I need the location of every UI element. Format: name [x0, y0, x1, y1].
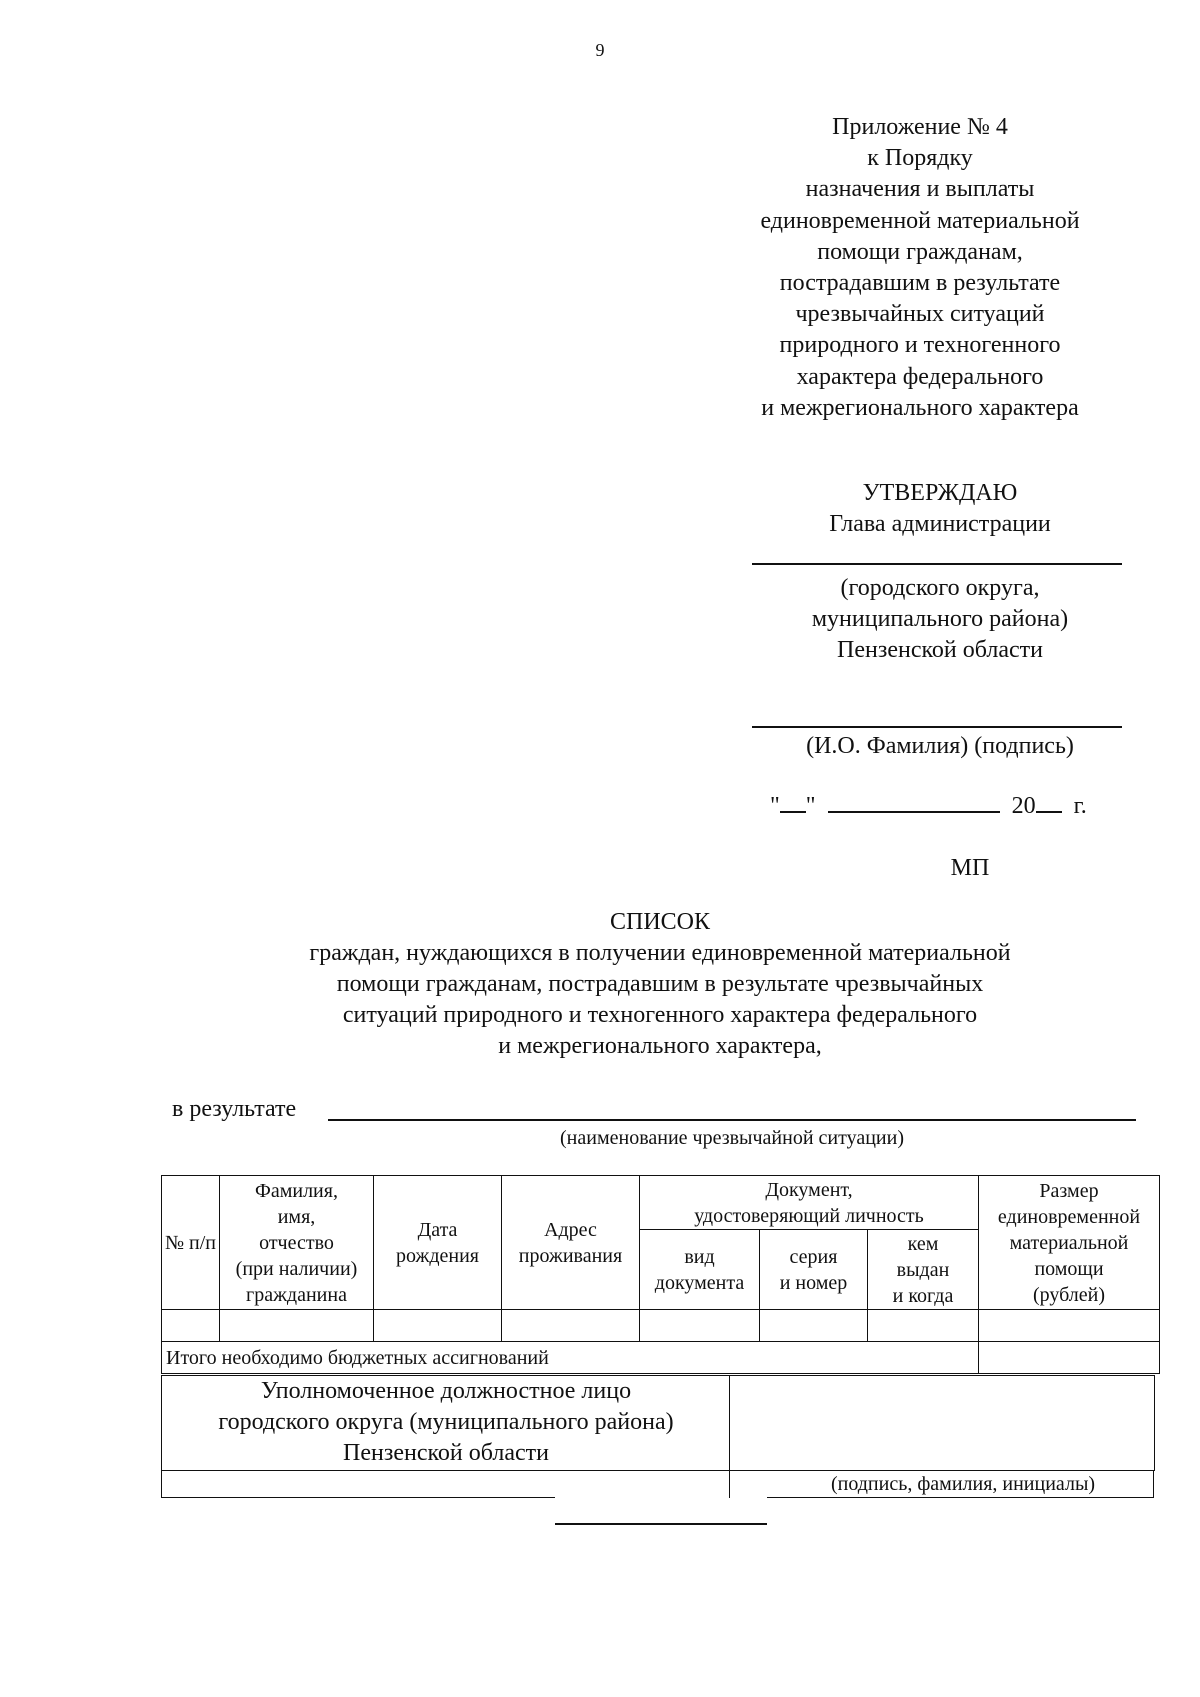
table-cell — [220, 1310, 374, 1342]
table-cell — [868, 1310, 979, 1342]
header-text: вид — [684, 1245, 715, 1268]
header-text: серия — [789, 1245, 838, 1268]
header-text: (рублей) — [1032, 1283, 1106, 1306]
header-text: Документ, — [765, 1178, 853, 1201]
approval-position: Глава администрации — [829, 511, 1051, 537]
total-value-cell — [979, 1342, 1160, 1374]
official-line: Пензенской области — [343, 1440, 549, 1466]
header-number: № п/п — [162, 1176, 220, 1310]
official-line: городского округа (муниципального района) — [218, 1409, 674, 1435]
header-text: рождения — [396, 1244, 479, 1267]
official-line: Уполномоченное должностное лицо — [260, 1378, 632, 1404]
list-subtitle-line: граждан, нуждающихся в получении единовременной материальной — [309, 940, 1011, 966]
signature-underline — [767, 1497, 1153, 1498]
table-cell — [374, 1310, 502, 1342]
closing-divider — [555, 1523, 767, 1525]
date-year-prefix: 20 — [1011, 793, 1036, 819]
official-signature-block — [161, 1375, 1153, 1495]
reason-blank-line — [328, 1119, 1136, 1121]
official-title — [161, 1375, 730, 1471]
header-text: выдан — [896, 1258, 950, 1281]
admin-name-line — [752, 563, 1122, 565]
table-row — [162, 1310, 1160, 1342]
appendix-line: Приложение № 4 — [832, 114, 1008, 140]
header-text: помощи — [1034, 1257, 1104, 1280]
month-blank — [828, 791, 1000, 813]
approval-region — [740, 573, 1140, 666]
header-text: гражданина — [246, 1283, 347, 1306]
stamp-place: МП — [950, 855, 990, 881]
appendix-line: природного и техногенного — [779, 332, 1061, 359]
header-text: Фамилия, — [255, 1179, 338, 1202]
header-text: Дата — [417, 1218, 458, 1241]
appendix-line: характера федерального — [796, 363, 1044, 390]
region-line: муниципального района) — [811, 606, 1069, 632]
date-suffix: г. — [1073, 793, 1087, 819]
list-subtitle-line: помощи гражданам, пострадавшим в результате чрезвычайных — [336, 971, 984, 997]
total-label: Итого необходимо бюджетных ассигнований — [162, 1342, 979, 1374]
table-cell — [760, 1310, 868, 1342]
appendix-line: помощи гражданам, — [817, 238, 1023, 265]
header-text: и когда — [892, 1284, 954, 1307]
table-cell — [162, 1310, 220, 1342]
table-cell — [502, 1310, 640, 1342]
header-document-type — [640, 1230, 760, 1310]
day-blank — [780, 791, 806, 813]
appendix-line: и межрегионального характера — [761, 394, 1079, 421]
list-subtitle-line: и межрегионального характера, — [498, 1033, 822, 1059]
header-text: Размер — [1039, 1179, 1099, 1202]
appendix-header — [720, 112, 1120, 424]
reason-label: в результате — [172, 1096, 297, 1122]
header-address — [502, 1176, 640, 1310]
table-cell — [640, 1310, 760, 1342]
appendix-line: назначения и выплаты — [805, 176, 1035, 203]
page-number: 9 — [595, 40, 605, 60]
name-signature-caption: (И.О. Фамилия) (подпись) — [806, 733, 1074, 759]
reason-caption: (наименование чрезвычайной ситуации) — [560, 1127, 904, 1149]
region-line: Пензенской области — [837, 637, 1043, 663]
header-identity-document — [640, 1176, 979, 1230]
divider — [161, 1497, 555, 1498]
date-quote-open: " — [770, 793, 780, 819]
header-text: Адрес — [544, 1218, 597, 1241]
divider — [161, 1471, 162, 1498]
region-line: (городского округа, — [840, 575, 1040, 601]
divider — [1153, 1471, 1154, 1498]
header-birth-date — [374, 1176, 502, 1310]
list-title-block — [160, 907, 1160, 1062]
header-full-name — [220, 1176, 374, 1310]
header-text: единовременной — [997, 1205, 1141, 1228]
header-text: имя, — [277, 1205, 316, 1228]
header-text: кем — [907, 1232, 939, 1255]
date-quote-close: " — [805, 793, 816, 819]
citizens-table — [161, 1175, 1160, 1374]
approval-date — [770, 791, 1110, 820]
official-signature-box — [729, 1375, 1155, 1471]
approval-block — [740, 478, 1140, 540]
header-text: и номер — [779, 1271, 848, 1294]
list-title: СПИСОК — [609, 909, 711, 935]
header-text: документа — [654, 1271, 745, 1294]
divider — [729, 1471, 730, 1498]
appendix-line: пострадавшим в результате — [779, 270, 1061, 297]
total-row — [162, 1342, 1160, 1374]
appendix-line: единовременной материальной — [760, 207, 1080, 234]
header-text: материальной — [1009, 1231, 1129, 1254]
header-amount — [979, 1176, 1160, 1310]
year-blank — [1036, 791, 1062, 813]
header-text: проживания — [518, 1244, 623, 1267]
header-text: отчество — [259, 1231, 334, 1254]
header-text: (при наличии) — [235, 1257, 358, 1280]
table-cell — [979, 1310, 1160, 1342]
header-document-series — [760, 1230, 868, 1310]
appendix-line: к Порядку — [867, 145, 973, 172]
signature-caption: (подпись, фамилия, инициалы) — [830, 1473, 1096, 1495]
header-document-issued — [868, 1230, 979, 1310]
signature-line — [752, 726, 1122, 728]
header-text: удостоверяющий личность — [694, 1204, 924, 1227]
approval-title: УТВЕРЖДАЮ — [862, 480, 1018, 506]
list-subtitle-line: ситуаций природного и техногенного характера федерального — [342, 1002, 978, 1028]
appendix-line: чрезвычайных ситуаций — [795, 301, 1045, 328]
